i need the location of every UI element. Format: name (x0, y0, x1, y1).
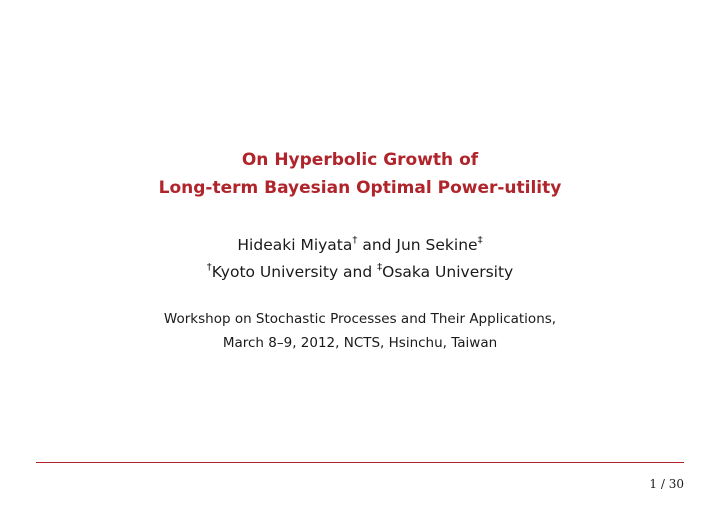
author-2-name: Jun Sekine (396, 236, 478, 254)
author-1-mark: † (352, 234, 358, 246)
page-number (649, 477, 684, 491)
event-date-location: March 8–9, 2012, NCTS, Hsinchu, Taiwan (222, 335, 498, 351)
title-line-2: Long-term Bayesian Optimal Power-utility (158, 178, 562, 198)
affiliation-1: Kyoto University (211, 263, 339, 281)
footer-divider (36, 462, 684, 463)
affiliation-2: Osaka University (382, 263, 514, 281)
author-affiliations (0, 259, 720, 286)
event-name: Workshop on Stochastic Processes and Their Applications, (163, 311, 557, 327)
author-2-mark: ‡ (477, 234, 483, 246)
page-total: 30 (668, 477, 684, 491)
affiliation-connector: and (338, 263, 378, 281)
authors-block (0, 232, 720, 286)
author-names (0, 232, 720, 259)
event-info (0, 307, 720, 355)
author-connector: and (357, 236, 397, 254)
title-line-1: On Hyperbolic Growth of (241, 150, 479, 170)
presentation-title (0, 146, 720, 202)
author-1-name: Hideaki Miyata (237, 236, 353, 254)
page-current: 1 (649, 477, 658, 491)
affiliation-2-mark: ‡ (377, 261, 383, 273)
page-separator: / (657, 477, 669, 491)
affiliation-1-mark: † (206, 261, 212, 273)
